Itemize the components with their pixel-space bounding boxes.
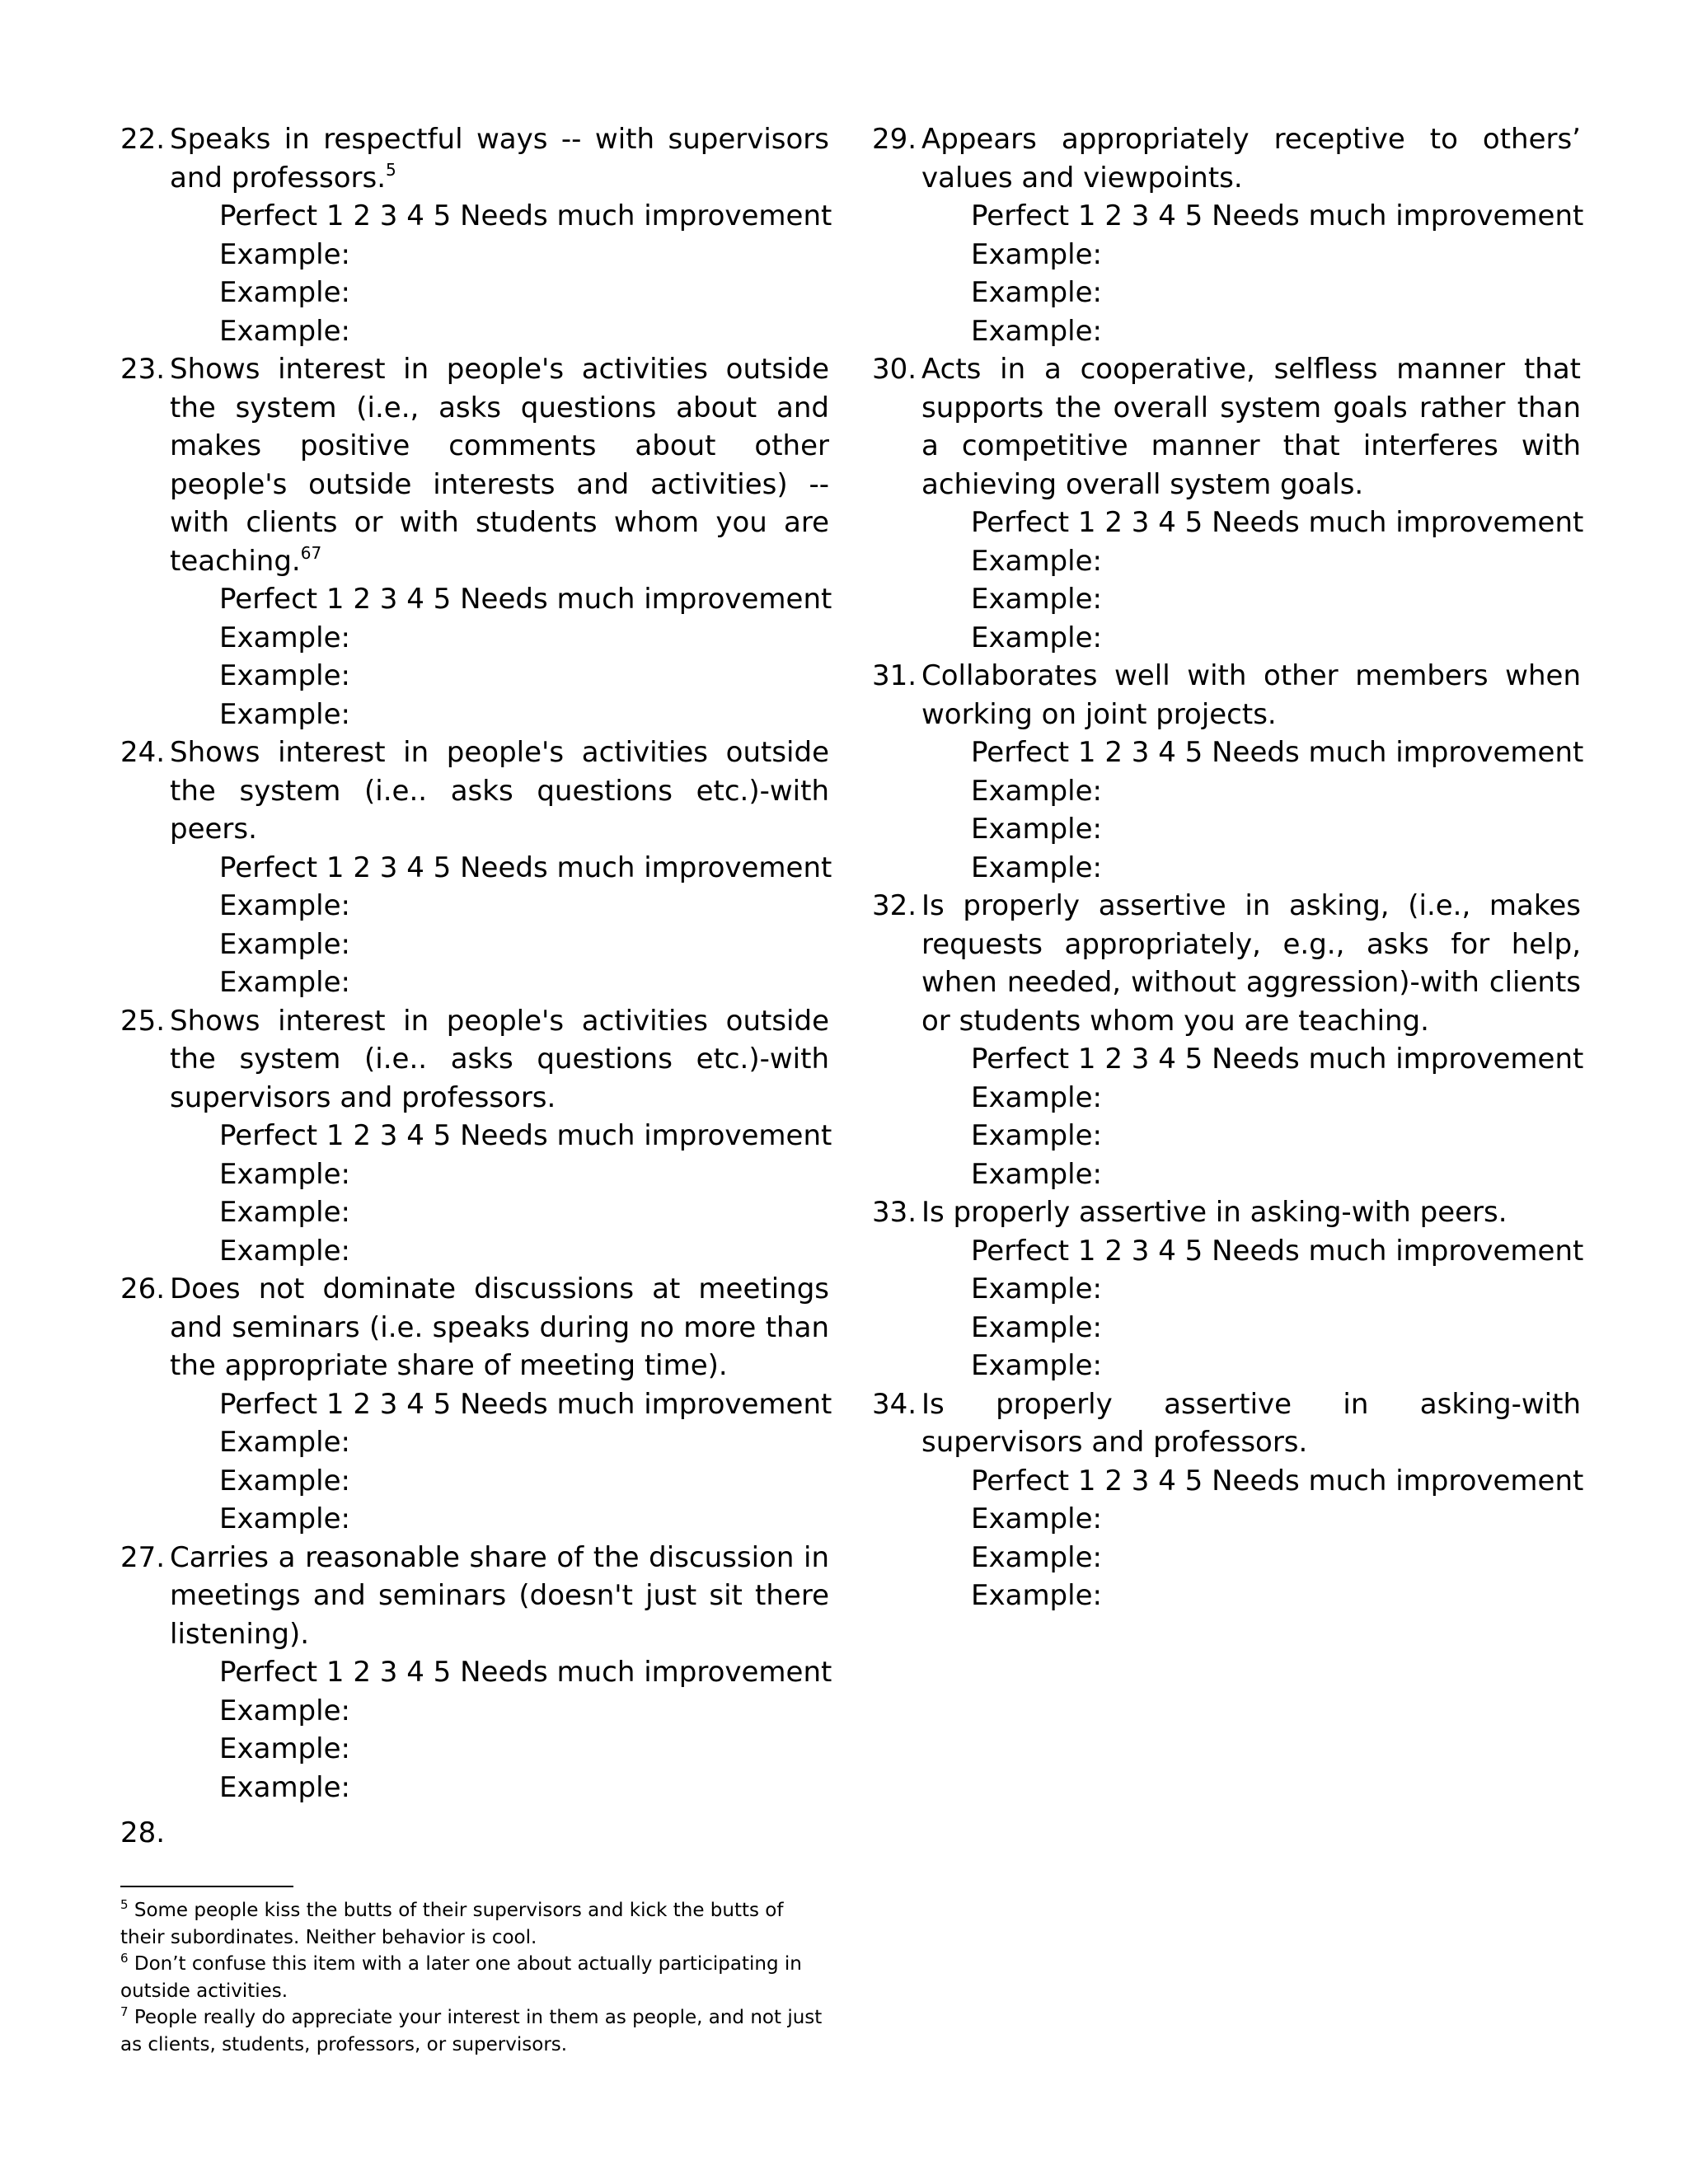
example-line: Example: [971,851,1102,884]
list-item [120,1539,832,1807]
rating-scale: Perfect 1 2 3 4 5 Needs much improvement [971,736,1584,769]
example-line: Example: [971,1502,1102,1535]
item-text: Shows interest in people's activities outside the system (i.e.. asks questions etc.)-with supervisors and professors. [170,1004,829,1114]
right-column [872,120,1584,1615]
example-line: Example: [971,813,1102,846]
list-item [872,1385,1584,1615]
example-line: Example: [219,1234,350,1268]
footnote-number: 6 [120,1951,129,1966]
item-text [170,120,829,197]
item-text: Is properly assertive in asking, (i.e., makes requests appropriately, e.g., asks for help, when needed, without aggression)-with clients or students whom you are teaching. [921,889,1581,1038]
item-number: 25. [120,1004,166,1038]
rating-scale: Perfect 1 2 3 4 5 Needs much improvement [971,199,1584,232]
list-item [120,733,832,1002]
example-line: Example: [219,237,350,271]
example-line: Example: [971,1349,1102,1382]
example-line: Example: [971,1157,1102,1191]
example-line: Example: [219,1426,350,1459]
example-line: Example: [971,1540,1102,1574]
item-number: 22. [120,123,166,156]
item-number: 33. [872,1196,917,1229]
example-line: Example: [971,774,1102,808]
example-line: Example: [219,1694,350,1727]
rating-scale: Perfect 1 2 3 4 5 Needs much improvement [219,199,832,232]
item-number: 23. [120,353,166,386]
item-text: Appears appropriately receptive to others’ values and viewpoints. [921,123,1581,194]
item-text: Is properly assertive in asking-with supervisors and professors. [921,1387,1581,1459]
example-line: Example: [971,1080,1102,1114]
footnote-separator [120,1886,293,1887]
item-statement: Speaks in respectful ways -- with supervisors and professors. [170,123,829,194]
item-number: 26. [120,1272,166,1305]
example-line: Example: [971,276,1102,309]
item-number: 34. [872,1387,917,1421]
list-item [120,1270,832,1539]
example-line: Example: [971,1310,1102,1344]
example-line: Example: [219,889,350,922]
example-line: Example: [219,1157,350,1191]
item-number: 32. [872,889,917,922]
item-text [170,350,829,580]
item-text: Does not dominate discussions at meetings and seminars (i.e. speaks during no more than the appropriate share of meeting time). [170,1272,829,1382]
rating-scale: Perfect 1 2 3 4 5 Needs much improvement [219,1656,832,1689]
list-item [120,350,832,733]
example-line: Example: [219,1196,350,1229]
rating-scale: Perfect 1 2 3 4 5 Needs much improvement [219,1119,832,1152]
example-line: Example: [219,927,350,961]
rating-scale: Perfect 1 2 3 4 5 Needs much improvement [971,506,1584,539]
footnotes [120,1886,829,2058]
list-item [120,120,832,350]
left-column [120,120,832,1853]
example-line: Example: [971,621,1102,654]
item-number: 28. [120,1816,166,1849]
example-line: Example: [219,1732,350,1765]
example-line: Example: [971,1272,1102,1305]
list-item [120,1814,829,1853]
footnote-text: People really do appreciate your interest in them as people, and not just as clients, students, professors, or supervisors. [120,2007,823,2055]
list-item [872,657,1584,887]
item-number: 27. [120,1540,166,1574]
footnote [120,2004,829,2058]
item-text: Collaborates well with other members when working on joint projects. [921,659,1581,731]
footnote [120,1897,829,1951]
footnote [120,1951,829,2004]
rating-scale: Perfect 1 2 3 4 5 Needs much improvement [971,1234,1584,1268]
list-item [872,350,1584,657]
example-line: Example: [219,276,350,309]
item-number: 29. [872,123,917,156]
example-line: Example: [971,314,1102,348]
list-item [872,1193,1584,1385]
example-line: Example: [971,583,1102,616]
example-line: Example: [971,237,1102,271]
item-text: Acts in a cooperative, selfless manner that supports the overall system goals rather than a competitive manner that interferes with achieving overall system goals. [921,353,1581,501]
footnote-number: 5 [120,1897,129,1912]
item-text [170,1814,829,1853]
item-text: Carries a reasonable share of the discussion in meetings and seminars (doesn't just sit there listening). [170,1540,829,1651]
item-statement: Shows interest in people's activities outside the system (i.e., asks questions about and makes positive comments about other people's outside interests and activities) -- with clients or with students whom you are teaching. [170,353,829,578]
example-line: Example: [971,1579,1102,1612]
item-number: 24. [120,736,166,769]
item-number: 30. [872,353,917,386]
footnote-reference: 67 [300,542,322,563]
example-line: Example: [219,697,350,731]
footnote-text: Some people kiss the butts of their supervisors and kick the butts of their subordinates. Neither behavior is cool. [120,1900,784,1948]
rating-scale: Perfect 1 2 3 4 5 Needs much improvement [971,1464,1584,1497]
item-number: 31. [872,659,917,692]
rating-scale: Perfect 1 2 3 4 5 Needs much improvement [219,583,832,616]
footnote-text: Don’t confuse this item with a later one about actually participating in outside activities. [120,1953,802,2002]
example-line: Example: [219,621,350,654]
example-line: Example: [219,1770,350,1804]
footnote-reference: 5 [386,159,396,180]
footnote-number: 7 [120,2004,129,2019]
example-line: Example: [219,314,350,348]
example-line: Example: [219,659,350,692]
example-line: Example: [971,1119,1102,1152]
example-line: Example: [219,1502,350,1535]
rating-scale: Perfect 1 2 3 4 5 Needs much improvement [971,1043,1584,1076]
rating-scale: Perfect 1 2 3 4 5 Needs much improvement [219,851,832,884]
item-text: Is properly assertive in asking-with peers. [921,1196,1507,1229]
list-item [872,887,1584,1193]
list-item [872,120,1584,350]
example-line: Example: [219,966,350,999]
example-line: Example: [971,544,1102,578]
rating-scale: Perfect 1 2 3 4 5 Needs much improvement [219,1387,832,1421]
item-text: Shows interest in people's activities outside the system (i.e.. asks questions etc.)-with peers. [170,736,829,846]
list-item [120,1002,832,1271]
example-line: Example: [219,1464,350,1497]
